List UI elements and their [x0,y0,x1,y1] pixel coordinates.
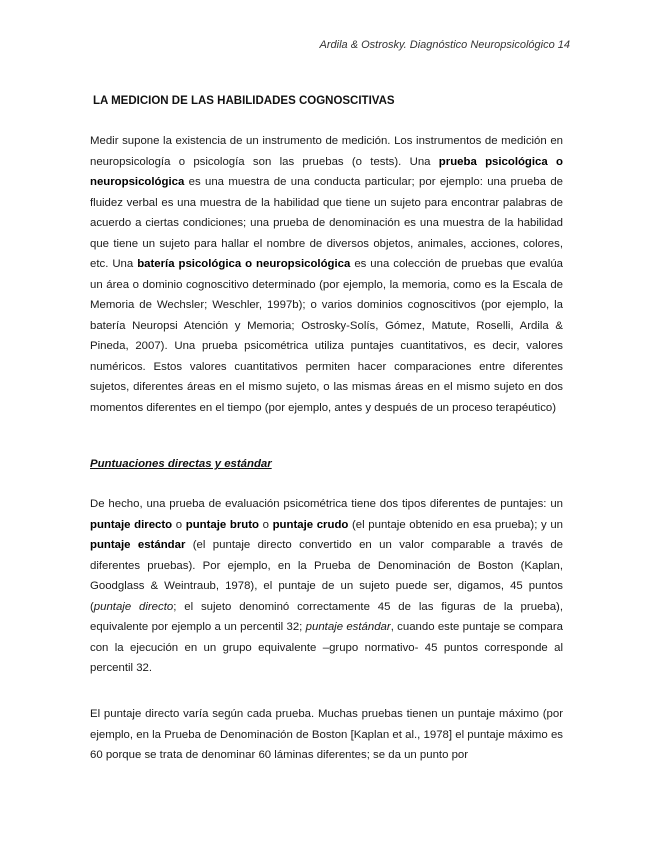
text-run: (el puntaje obtenido en esa prueba); y un [348,518,563,531]
text-run: (el puntaje directo convertido en un valor comparable a través de diferentes pruebas). Por ejemplo, en la Prueba de Denominación de Boston (Kaplan, Goodglass & Weintraub, 1978), el puntaje de un sujeto puede ser, digamos, 45 puntos ( [90,539,563,613]
paragraph-measurement [90,131,563,418]
bold-term-bruto: puntaje bruto [185,518,259,531]
paragraph-scores [90,494,563,679]
bold-term-crudo: puntaje crudo [272,518,349,531]
section-title: LA MEDICION DE LAS HABILIDADES COGNOSCITIVAS [93,95,395,107]
running-header: Ardila & Ostrosky. Diagnóstico Neuropsicológico 14 [319,39,570,51]
bold-term-directo: puntaje directo [90,518,173,531]
bold-term-bateria: batería psicológica o neuropsicológica [137,258,351,270]
text-run: o [172,518,186,531]
italic-term-estandar: puntaje estándar [305,621,391,633]
text-run: es una muestra de una conducta particular; por ejemplo: una prueba de fluidez verbal es una muestra de la habilidad que tiene un sujeto para encontrar palabras de acuerdo a ciertas condiciones; una prueba de denominación es una muestra de la habilidad que tiene un sujeto para hallar el nombre de diversos objetos, animales, acciones, colores, etc. Una [90,176,563,270]
text-run: , cuando este puntaje se compara con la ejecución en un grupo equivalente –grupo normativo- 45 puntos corresponde al percentil 32. [90,621,564,674]
subheading: Puntuaciones directas y estándar [90,458,272,470]
italic-term-directo: puntaje directo [93,600,174,613]
paragraph-direct-score: El puntaje directo varía según cada prueba. Muchas pruebas tienen un puntaje máximo (por ejemplo, en la Prueba de Denominación de Boston [Kaplan et al., 1978] el puntaje máximo es 60 porque se trata de denominar 60 láminas diferentes; se da un punto por [90,708,563,761]
text-run: De hecho, una prueba de evaluación psicométrica tiene dos tipos diferentes de puntajes: un [90,498,563,510]
text-run: ; el sujeto denominó correctamente 45 de las figuras de la prueba), equivalente por ejemplo a un percentil 32; [90,600,563,633]
text-run: o [258,518,273,531]
text-run: es una colección de pruebas que evalúa un área o dominio cognoscitivo determinado (por ejemplo, la memoria, como es la Escala de Memoria de Wechsler; Weschler, 1997b); o varios dominios cognoscitivos (por ejemplo, la batería Neuropsi Atención y Memoria; Ostrosky-Solís, Gómez, Matute, Roselli, Ardila & Pineda, 2007). Una prueba psicométrica utiliza puntajes cuantitativos, es decir, valores numéricos. Estos valores cuantitativos permiten hacer comparaciones entre diferentes sujetos, diferentes áreas en el mismo sujeto, o las mismas áreas en el mismo sujeto en dos momentos diferentes en el tiempo (por ejemplo, antes y después de un proceso terapéutico) [90,258,563,414]
bold-term-estandar: puntaje estándar [90,539,186,551]
bold-term-prueba: prueba psicológica o neuropsicológica [90,155,563,188]
text-run: Medir supone la existencia de un instrumento de medición. Los instrumentos de medición en neuropsicología o psicología son las pruebas (o tests). Una [90,135,563,168]
